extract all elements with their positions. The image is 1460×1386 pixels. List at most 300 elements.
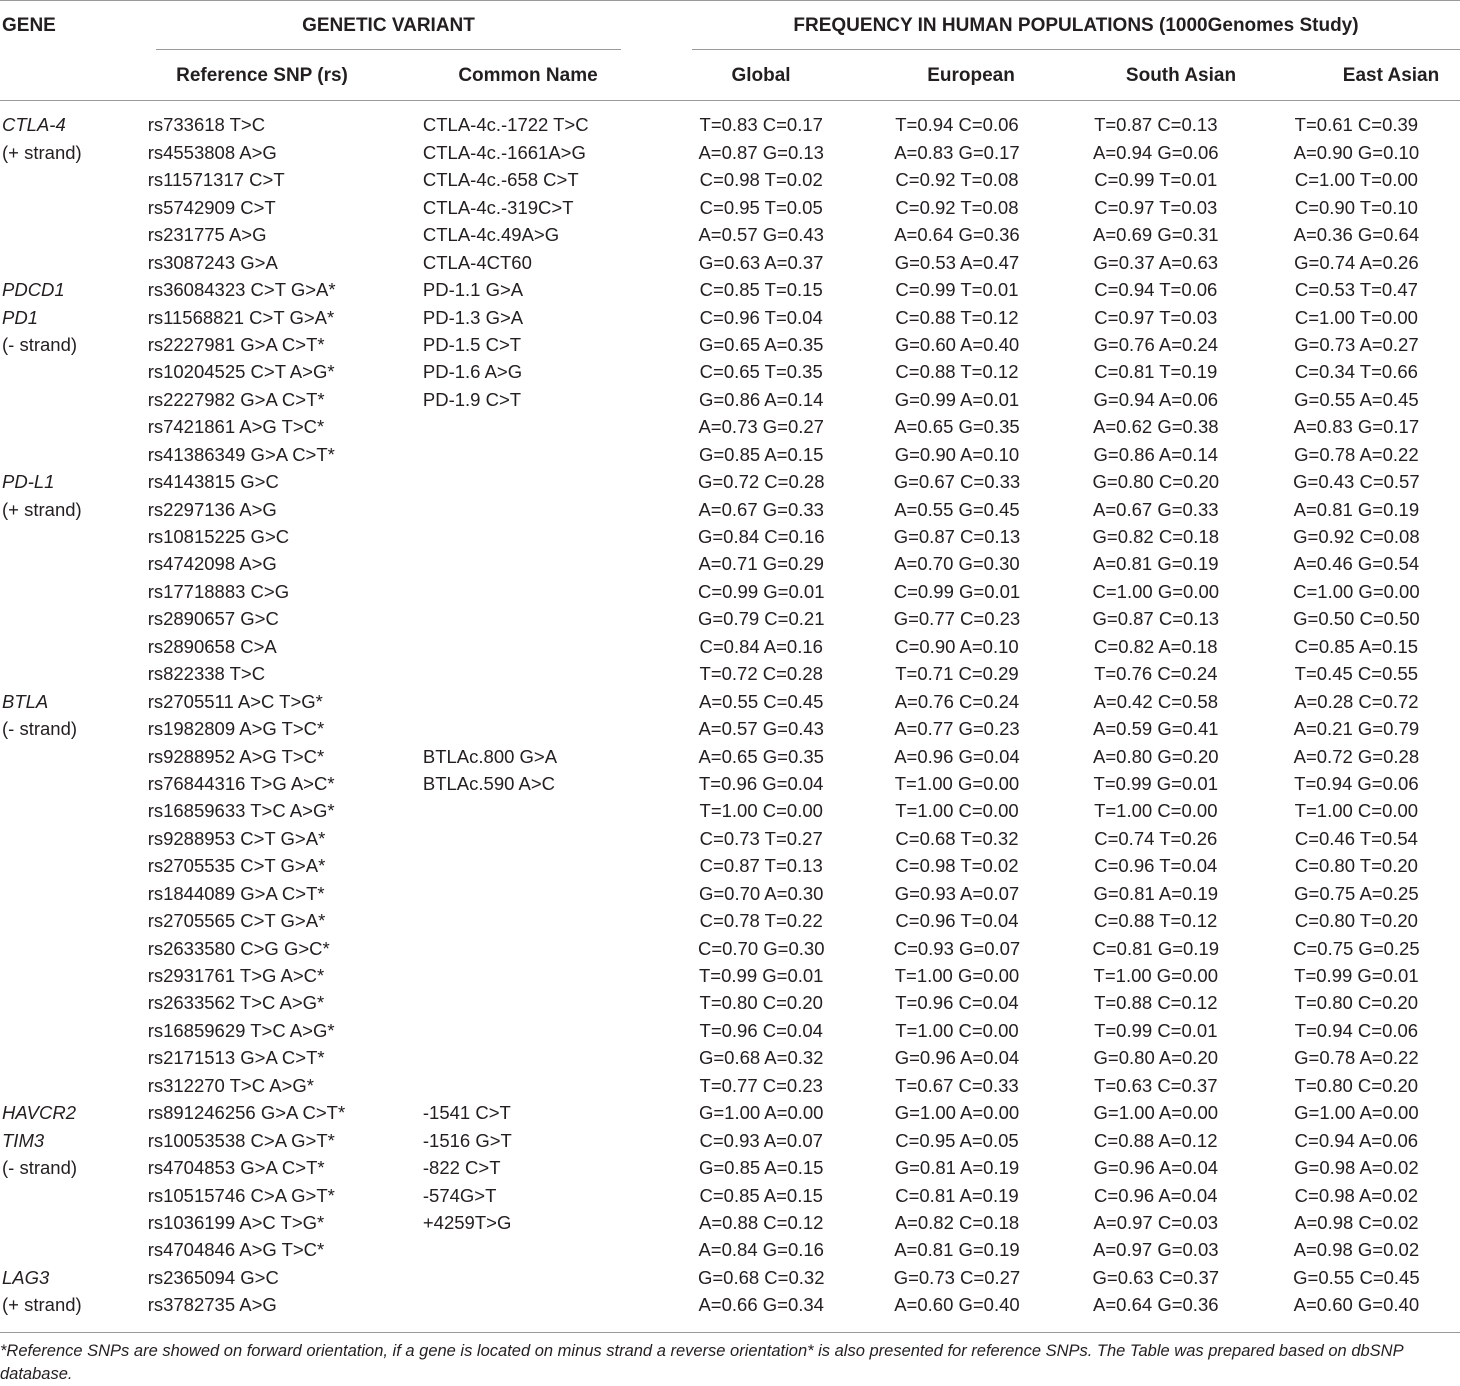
east-asian-frequency-cell: A=0.36 G=0.64 xyxy=(1293,224,1420,246)
global-frequency-cell: G=0.79 C=0.21 xyxy=(697,608,825,630)
table-row xyxy=(0,1100,1460,1127)
common-name-cell xyxy=(411,1017,667,1044)
gene-symbol: PD-L1 xyxy=(2,471,55,493)
gene-cell xyxy=(0,386,144,413)
gene-cell xyxy=(0,359,144,386)
global-frequency-cell: A=0.88 C=0.12 xyxy=(698,1211,824,1233)
european-frequency-cell: C=0.92 T=0.08 xyxy=(895,196,1019,218)
east-asian-frequency-cell: G=0.55 C=0.45 xyxy=(1293,1266,1420,1288)
gene-cell xyxy=(0,578,144,605)
gene-cell xyxy=(0,688,144,715)
table-row xyxy=(0,1017,1460,1044)
common-name-cell xyxy=(411,908,667,935)
ref-snp-cell: rs2633580 C>G G>C* xyxy=(147,937,330,959)
east-asian-frequency-cell: C=0.75 G=0.25 xyxy=(1293,937,1420,959)
south-asian-frequency-cell: C=0.96 T=0.04 xyxy=(1094,855,1218,877)
east-asian-frequency-cell: A=0.28 C=0.72 xyxy=(1294,690,1419,712)
european-frequency-cell: A=0.70 G=0.30 xyxy=(894,553,1020,575)
east-asian-frequency-cell: C=0.46 T=0.54 xyxy=(1294,827,1418,849)
gene-cell xyxy=(0,304,144,331)
south-asian-frequency-cell: G=0.96 A=0.04 xyxy=(1093,1157,1219,1179)
common-name-cell: CTLA-4c.-658 C>T xyxy=(422,169,579,191)
ref-snp-cell: rs2931761 T>G A>C* xyxy=(147,965,325,987)
gene-cell: (- strand) xyxy=(2,718,78,740)
ref-snp-cell: rs10053538 C>A G>T* xyxy=(147,1129,335,1151)
table-row xyxy=(0,441,1460,468)
common-name-cell: -822 C>T xyxy=(422,1157,501,1179)
gene-cell xyxy=(0,606,144,633)
gene-symbol: BTLA xyxy=(2,690,49,712)
gene-cell xyxy=(0,1210,144,1237)
gene-cell: (- strand) xyxy=(2,333,78,355)
south-asian-frequency-cell: C=0.97 T=0.03 xyxy=(1094,196,1218,218)
common-name-cell xyxy=(411,935,667,962)
global-frequency-cell: A=0.67 G=0.33 xyxy=(698,498,824,520)
table-bottom-rule xyxy=(0,1332,1460,1333)
snp-table-body xyxy=(0,112,1460,1319)
global-frequency-cell: C=0.85 T=0.15 xyxy=(699,279,823,301)
table-row xyxy=(0,1237,1460,1264)
south-asian-frequency-cell: A=0.67 G=0.33 xyxy=(1093,498,1219,520)
european-frequency-cell: T=0.94 C=0.06 xyxy=(895,114,1019,136)
gene-symbol: TIM3 xyxy=(2,1129,45,1151)
ref-snp-cell: rs1844089 G>A C>T* xyxy=(147,882,325,904)
common-name-cell xyxy=(411,414,667,441)
table-row xyxy=(0,990,1460,1017)
common-name-cell xyxy=(411,1072,667,1099)
header-frequency: FREQUENCY IN HUMAN POPULATIONS (1000Genomes Study) xyxy=(793,15,1359,36)
european-frequency-cell: G=0.90 A=0.10 xyxy=(894,443,1020,465)
east-asian-frequency-cell: T=0.45 C=0.55 xyxy=(1294,663,1419,685)
east-asian-frequency-cell: G=0.92 C=0.08 xyxy=(1293,526,1420,548)
ref-snp-cell: rs2365094 G>C xyxy=(147,1266,279,1288)
european-frequency-cell: A=0.81 G=0.19 xyxy=(894,1239,1020,1261)
south-asian-frequency-cell: A=0.94 G=0.06 xyxy=(1093,141,1219,163)
frequency-group-rule xyxy=(692,49,1460,50)
south-asian-frequency-cell: A=0.62 G=0.38 xyxy=(1093,416,1219,438)
south-asian-frequency-cell: A=0.80 G=0.20 xyxy=(1093,745,1219,767)
ref-snp-cell: rs2171513 G>A C>T* xyxy=(147,1047,325,1069)
european-frequency-cell: A=0.83 G=0.17 xyxy=(894,141,1020,163)
east-asian-frequency-cell: T=0.61 C=0.39 xyxy=(1294,114,1419,136)
ref-snp-cell: rs4553808 A>G xyxy=(147,141,277,163)
european-frequency-cell: C=0.92 T=0.08 xyxy=(895,169,1019,191)
table-row xyxy=(0,578,1460,605)
south-asian-frequency-cell: C=0.88 A=0.12 xyxy=(1094,1129,1218,1151)
east-asian-frequency-cell: G=0.78 A=0.22 xyxy=(1294,443,1419,465)
common-name-cell xyxy=(411,524,667,551)
common-name-cell: CTLA-4c.-1661A>G xyxy=(422,141,586,163)
ref-snp-cell: rs1036199 A>C T>G* xyxy=(147,1211,325,1233)
global-frequency-cell: G=0.85 A=0.15 xyxy=(698,443,824,465)
global-frequency-cell: A=0.66 G=0.34 xyxy=(698,1294,824,1316)
common-name-cell xyxy=(411,990,667,1017)
south-asian-frequency-cell: G=0.94 A=0.06 xyxy=(1093,388,1219,410)
european-frequency-cell: T=0.71 C=0.29 xyxy=(895,663,1019,685)
european-frequency-cell: C=0.81 A=0.19 xyxy=(895,1184,1019,1206)
east-asian-frequency-cell: A=0.83 G=0.17 xyxy=(1293,416,1420,438)
table-row xyxy=(0,414,1460,441)
header-ref-snp: Reference SNP (rs) xyxy=(176,65,348,86)
global-frequency-cell: C=0.84 A=0.16 xyxy=(699,635,823,657)
table-row xyxy=(0,771,1460,798)
gene-cell xyxy=(0,414,144,441)
table-row xyxy=(0,139,1460,166)
global-frequency-cell: G=0.85 A=0.15 xyxy=(698,1157,824,1179)
ref-snp-cell: rs2705511 A>C T>G* xyxy=(147,690,323,712)
common-name-cell xyxy=(411,633,667,660)
european-frequency-cell: C=0.95 A=0.05 xyxy=(895,1129,1019,1151)
ref-snp-cell: rs733618 T>C xyxy=(147,114,266,136)
table-row xyxy=(0,716,1460,743)
ref-snp-cell: rs3087243 G>A xyxy=(147,251,278,273)
global-frequency-cell: T=0.96 G=0.04 xyxy=(699,772,824,794)
common-name-cell: PD-1.9 C>T xyxy=(422,388,522,410)
header-genetic-variant: GENETIC VARIANT xyxy=(302,15,475,36)
ref-snp-cell: rs4742098 A>G xyxy=(147,553,277,575)
european-frequency-cell: C=0.96 T=0.04 xyxy=(895,910,1019,932)
ref-snp-cell: rs36084323 C>T G>A* xyxy=(147,279,336,301)
gene-cell xyxy=(0,880,144,907)
common-name-cell xyxy=(411,441,667,468)
east-asian-frequency-cell: T=0.80 C=0.20 xyxy=(1294,1074,1419,1096)
global-frequency-cell: G=0.68 C=0.32 xyxy=(697,1266,825,1288)
common-name-cell xyxy=(411,661,667,688)
common-name-cell xyxy=(411,606,667,633)
global-frequency-cell: C=0.65 T=0.35 xyxy=(699,361,823,383)
east-asian-frequency-cell: C=0.34 T=0.66 xyxy=(1294,361,1418,383)
gene-cell xyxy=(0,798,144,825)
table-row xyxy=(0,633,1460,660)
table-row xyxy=(0,496,1460,523)
common-name-cell: PD-1.3 G>A xyxy=(422,306,524,328)
table-row xyxy=(0,277,1460,304)
common-name-cell: CTLA-4c.49A>G xyxy=(422,224,560,246)
ref-snp-cell: rs2890658 C>A xyxy=(147,635,277,657)
south-asian-frequency-cell: G=0.80 A=0.20 xyxy=(1093,1047,1219,1069)
south-asian-frequency-cell: C=0.96 A=0.04 xyxy=(1094,1184,1218,1206)
common-name-cell xyxy=(411,1045,667,1072)
header-east-asian: East Asian xyxy=(1342,65,1440,86)
east-asian-frequency-cell: G=1.00 A=0.00 xyxy=(1294,1102,1419,1124)
global-frequency-cell: G=0.68 A=0.32 xyxy=(698,1047,824,1069)
gene-cell: (+ strand) xyxy=(2,141,82,163)
ref-snp-cell: rs16859629 T>C A>G* xyxy=(147,1019,335,1041)
common-name-cell: CTLA-4c.-319C>T xyxy=(422,196,574,218)
ref-snp-cell: rs11571317 C>T xyxy=(147,169,285,191)
variant-group-rule xyxy=(156,49,621,50)
south-asian-frequency-cell: A=0.64 G=0.36 xyxy=(1093,1294,1219,1316)
gene-cell xyxy=(0,112,144,139)
east-asian-frequency-cell: C=1.00 T=0.00 xyxy=(1294,306,1418,328)
european-frequency-cell: T=1.00 G=0.00 xyxy=(894,772,1020,794)
common-name-cell xyxy=(411,880,667,907)
south-asian-frequency-cell: C=1.00 G=0.00 xyxy=(1092,580,1220,602)
ref-snp-cell: rs891246256 G>A C>T* xyxy=(147,1102,346,1124)
global-frequency-cell: C=0.93 A=0.07 xyxy=(699,1129,823,1151)
ref-snp-cell: rs231775 A>G xyxy=(147,224,267,246)
global-frequency-cell: G=0.63 A=0.37 xyxy=(698,251,824,273)
table-row xyxy=(0,1127,1460,1154)
south-asian-frequency-cell: A=0.59 G=0.41 xyxy=(1093,718,1219,740)
global-frequency-cell: T=0.72 C=0.28 xyxy=(699,663,823,685)
european-frequency-cell: G=0.67 C=0.33 xyxy=(893,471,1021,493)
south-asian-frequency-cell: T=1.00 G=0.00 xyxy=(1093,965,1218,987)
common-name-cell xyxy=(411,825,667,852)
ref-snp-cell: rs2705535 C>T G>A* xyxy=(147,855,326,877)
south-asian-frequency-cell: C=0.97 T=0.03 xyxy=(1094,306,1218,328)
east-asian-frequency-cell: G=0.78 A=0.22 xyxy=(1294,1047,1419,1069)
ref-snp-cell: rs2633562 T>C A>G* xyxy=(147,992,325,1014)
european-frequency-cell: G=0.87 C=0.13 xyxy=(893,526,1021,548)
gene-cell xyxy=(0,743,144,770)
global-frequency-cell: G=0.70 A=0.30 xyxy=(698,882,824,904)
table-row xyxy=(0,359,1460,386)
gene-cell xyxy=(0,1100,144,1127)
european-frequency-cell: G=0.60 A=0.40 xyxy=(894,333,1020,355)
east-asian-frequency-cell: T=1.00 C=0.00 xyxy=(1294,800,1419,822)
table-row xyxy=(0,1210,1460,1237)
global-frequency-cell: C=0.96 T=0.04 xyxy=(699,306,823,328)
header-european: European xyxy=(927,65,1015,86)
common-name-cell xyxy=(411,1292,667,1319)
gene-cell xyxy=(0,1017,144,1044)
global-frequency-cell: C=0.98 T=0.02 xyxy=(699,169,823,191)
table-row xyxy=(0,222,1460,249)
common-name-cell: CTLA-4CT60 xyxy=(422,251,532,273)
ref-snp-cell: rs3782735 A>G xyxy=(147,1294,277,1316)
ref-snp-cell: rs9288952 A>G T>C* xyxy=(147,745,325,767)
east-asian-frequency-cell: G=0.74 A=0.26 xyxy=(1294,251,1419,273)
east-asian-frequency-cell: C=0.90 T=0.10 xyxy=(1294,196,1418,218)
common-name-cell: +4259T>G xyxy=(422,1211,512,1233)
global-frequency-cell: A=0.73 G=0.27 xyxy=(698,416,824,438)
header-bottom-rule xyxy=(0,100,1460,101)
ref-snp-cell: rs2227981 G>A C>T* xyxy=(147,333,325,355)
ref-snp-cell: rs4704846 A>G T>C* xyxy=(147,1239,325,1261)
table-row xyxy=(0,661,1460,688)
table-row xyxy=(0,606,1460,633)
european-frequency-cell: A=0.82 C=0.18 xyxy=(894,1211,1020,1233)
common-name-cell: PD-1.1 G>A xyxy=(422,279,524,301)
common-name-cell: -1516 G>T xyxy=(422,1129,512,1151)
gene-cell xyxy=(0,1045,144,1072)
gene-cell xyxy=(0,441,144,468)
common-name-cell xyxy=(411,1237,667,1264)
common-name-cell: PD-1.6 A>G xyxy=(422,361,523,383)
european-frequency-cell: G=0.53 A=0.47 xyxy=(894,251,1020,273)
table-row xyxy=(0,798,1460,825)
table-row xyxy=(0,1292,1460,1319)
ref-snp-cell: rs76844316 T>G A>C* xyxy=(147,772,335,794)
gene-cell: (+ strand) xyxy=(2,1294,82,1316)
european-frequency-cell: C=0.99 G=0.01 xyxy=(893,580,1021,602)
global-frequency-cell: C=0.99 G=0.01 xyxy=(697,580,825,602)
south-asian-frequency-cell: G=0.80 C=0.20 xyxy=(1092,471,1220,493)
east-asian-frequency-cell: C=0.80 T=0.20 xyxy=(1294,910,1418,932)
east-asian-frequency-cell: G=0.43 C=0.57 xyxy=(1293,471,1420,493)
snp-data-table xyxy=(0,112,1460,1319)
south-asian-frequency-cell: T=1.00 C=0.00 xyxy=(1094,800,1218,822)
gene-cell xyxy=(0,633,144,660)
european-frequency-cell: T=1.00 C=0.00 xyxy=(895,1019,1019,1041)
south-asian-frequency-cell: A=0.97 C=0.03 xyxy=(1093,1211,1219,1233)
east-asian-frequency-cell: A=0.21 G=0.79 xyxy=(1293,718,1420,740)
global-frequency-cell: A=0.55 C=0.45 xyxy=(698,690,824,712)
ref-snp-cell: rs10515746 C>A G>T* xyxy=(147,1184,335,1206)
european-frequency-cell: C=0.88 T=0.12 xyxy=(895,306,1019,328)
global-frequency-cell: A=0.57 G=0.43 xyxy=(698,718,824,740)
south-asian-frequency-cell: G=0.86 A=0.14 xyxy=(1093,443,1219,465)
table-row xyxy=(0,1045,1460,1072)
east-asian-frequency-cell: C=0.53 T=0.47 xyxy=(1294,279,1418,301)
european-frequency-cell: T=1.00 G=0.00 xyxy=(894,965,1020,987)
table-row xyxy=(0,1072,1460,1099)
ref-snp-cell: rs16859633 T>C A>G* xyxy=(147,800,335,822)
south-asian-frequency-cell: T=0.63 C=0.37 xyxy=(1094,1074,1218,1096)
table-row xyxy=(0,825,1460,852)
european-frequency-cell: A=0.55 G=0.45 xyxy=(894,498,1020,520)
global-frequency-cell: A=0.57 G=0.43 xyxy=(698,224,824,246)
south-asian-frequency-cell: T=0.76 C=0.24 xyxy=(1094,663,1218,685)
european-frequency-cell: G=0.96 A=0.04 xyxy=(894,1047,1020,1069)
european-frequency-cell: C=0.90 A=0.10 xyxy=(895,635,1019,657)
east-asian-frequency-cell: C=0.94 A=0.06 xyxy=(1294,1129,1419,1151)
table-row xyxy=(0,194,1460,221)
gene-cell: (+ strand) xyxy=(2,498,82,520)
gene-symbol: PDCD1 xyxy=(2,279,65,301)
european-frequency-cell: A=0.60 G=0.40 xyxy=(894,1294,1020,1316)
global-frequency-cell: T=0.80 C=0.20 xyxy=(699,992,823,1014)
common-name-cell: CTLA-4c.-1722 T>C xyxy=(422,114,589,136)
ref-snp-cell: rs4143815 G>C xyxy=(147,471,279,493)
european-frequency-cell: G=1.00 A=0.00 xyxy=(894,1102,1020,1124)
ref-snp-cell: rs17718883 C>G xyxy=(147,580,290,602)
gene-cell xyxy=(0,524,144,551)
gene-symbol: LAG3 xyxy=(2,1266,50,1288)
common-name-cell xyxy=(411,963,667,990)
global-frequency-cell: G=0.84 C=0.16 xyxy=(697,526,825,548)
european-frequency-cell: T=0.67 C=0.33 xyxy=(895,1074,1019,1096)
table-footnote: *Reference SNPs are showed on forward orientation, if a gene is located on minus strand a reverse orientation* is also presented for reference SNPs. The Table was prepared based on dbSNP database. xyxy=(0,1342,1403,1383)
gene-cell xyxy=(0,935,144,962)
gene-cell xyxy=(0,1182,144,1209)
table-row xyxy=(0,386,1460,413)
global-frequency-cell: T=1.00 C=0.00 xyxy=(699,800,823,822)
european-frequency-cell: G=0.73 C=0.27 xyxy=(893,1266,1021,1288)
east-asian-frequency-cell: T=0.94 C=0.06 xyxy=(1294,1019,1419,1041)
european-frequency-cell: A=0.76 C=0.24 xyxy=(894,690,1020,712)
south-asian-frequency-cell: A=0.97 G=0.03 xyxy=(1093,1239,1219,1261)
gene-cell xyxy=(0,853,144,880)
gene-cell xyxy=(0,908,144,935)
european-frequency-cell: T=1.00 C=0.00 xyxy=(895,800,1019,822)
gene-cell xyxy=(0,249,144,276)
ref-snp-cell: rs312270 T>C A>G* xyxy=(147,1074,314,1096)
gene-symbol: CTLA-4 xyxy=(2,114,66,136)
gene-symbol: PD1 xyxy=(2,306,38,328)
gene-cell xyxy=(0,1127,144,1154)
common-name-cell xyxy=(411,716,667,743)
gene-cell xyxy=(0,771,144,798)
european-frequency-cell: G=0.99 A=0.01 xyxy=(894,388,1020,410)
european-frequency-cell: T=0.96 C=0.04 xyxy=(895,992,1019,1014)
gene-cell xyxy=(0,222,144,249)
gene-cell xyxy=(0,277,144,304)
south-asian-frequency-cell: G=0.82 C=0.18 xyxy=(1092,526,1220,548)
ref-snp-cell: rs10204525 C>T A>G* xyxy=(147,361,335,383)
table-row xyxy=(0,743,1460,770)
south-asian-frequency-cell: T=0.99 G=0.01 xyxy=(1093,772,1218,794)
table-row xyxy=(0,1155,1460,1182)
header-south-asian: South Asian xyxy=(1125,65,1237,86)
gene-cell xyxy=(0,194,144,221)
top-rule xyxy=(0,0,1460,1)
table-row xyxy=(0,249,1460,276)
ref-snp-cell: rs41386349 G>A C>T* xyxy=(147,443,335,465)
header-global: Global xyxy=(731,65,791,86)
south-asian-frequency-cell: C=0.99 T=0.01 xyxy=(1094,169,1218,191)
gene-cell xyxy=(0,990,144,1017)
common-name-cell: BTLAc.590 A>C xyxy=(422,772,556,794)
south-asian-frequency-cell: C=0.74 T=0.26 xyxy=(1094,827,1218,849)
east-asian-frequency-cell: C=1.00 G=0.00 xyxy=(1293,580,1420,602)
table-row xyxy=(0,1264,1460,1291)
east-asian-frequency-cell: A=0.46 G=0.54 xyxy=(1293,553,1420,575)
global-frequency-cell: G=0.72 C=0.28 xyxy=(697,471,825,493)
global-frequency-cell: C=0.85 A=0.15 xyxy=(699,1184,823,1206)
south-asian-frequency-cell: G=0.63 C=0.37 xyxy=(1092,1266,1220,1288)
gene-cell xyxy=(0,551,144,578)
common-name-cell: -574G>T xyxy=(422,1184,497,1206)
european-frequency-cell: G=0.77 C=0.23 xyxy=(893,608,1021,630)
table-row xyxy=(0,1182,1460,1209)
gene-cell xyxy=(0,167,144,194)
european-frequency-cell: A=0.64 G=0.36 xyxy=(894,224,1020,246)
ref-snp-cell: rs1982809 A>G T>C* xyxy=(147,718,325,740)
global-frequency-cell: G=0.86 A=0.14 xyxy=(698,388,824,410)
european-frequency-cell: A=0.96 G=0.04 xyxy=(894,745,1020,767)
european-frequency-cell: C=0.88 T=0.12 xyxy=(895,361,1019,383)
common-name-cell xyxy=(411,853,667,880)
gene-symbol: HAVCR2 xyxy=(2,1102,77,1124)
ref-snp-cell: rs2297136 A>G xyxy=(147,498,277,520)
ref-snp-cell: rs11568821 C>T G>A* xyxy=(147,306,335,328)
south-asian-frequency-cell: C=0.81 G=0.19 xyxy=(1092,937,1220,959)
common-name-cell xyxy=(411,798,667,825)
table-row xyxy=(0,167,1460,194)
east-asian-frequency-cell: A=0.98 G=0.02 xyxy=(1293,1239,1420,1261)
global-frequency-cell: C=0.73 T=0.27 xyxy=(699,827,823,849)
table-row xyxy=(0,524,1460,551)
european-frequency-cell: G=0.93 A=0.07 xyxy=(894,882,1020,904)
south-asian-frequency-cell: T=0.99 C=0.01 xyxy=(1094,1019,1218,1041)
south-asian-frequency-cell: G=0.87 C=0.13 xyxy=(1092,608,1220,630)
header-gene: GENE xyxy=(2,15,56,36)
global-frequency-cell: A=0.71 G=0.29 xyxy=(698,553,824,575)
east-asian-frequency-cell: A=0.60 G=0.40 xyxy=(1293,1294,1420,1316)
table-row xyxy=(0,469,1460,496)
global-frequency-cell: G=0.65 A=0.35 xyxy=(698,333,824,355)
south-asian-frequency-cell: C=0.81 T=0.19 xyxy=(1094,361,1218,383)
table-row xyxy=(0,332,1460,359)
table-row xyxy=(0,963,1460,990)
global-frequency-cell: T=0.83 C=0.17 xyxy=(699,114,823,136)
global-frequency-cell: T=0.99 G=0.01 xyxy=(699,965,824,987)
south-asian-frequency-cell: T=0.87 C=0.13 xyxy=(1094,114,1218,136)
global-frequency-cell: C=0.95 T=0.05 xyxy=(699,196,823,218)
south-asian-frequency-cell: G=0.81 A=0.19 xyxy=(1093,882,1219,904)
